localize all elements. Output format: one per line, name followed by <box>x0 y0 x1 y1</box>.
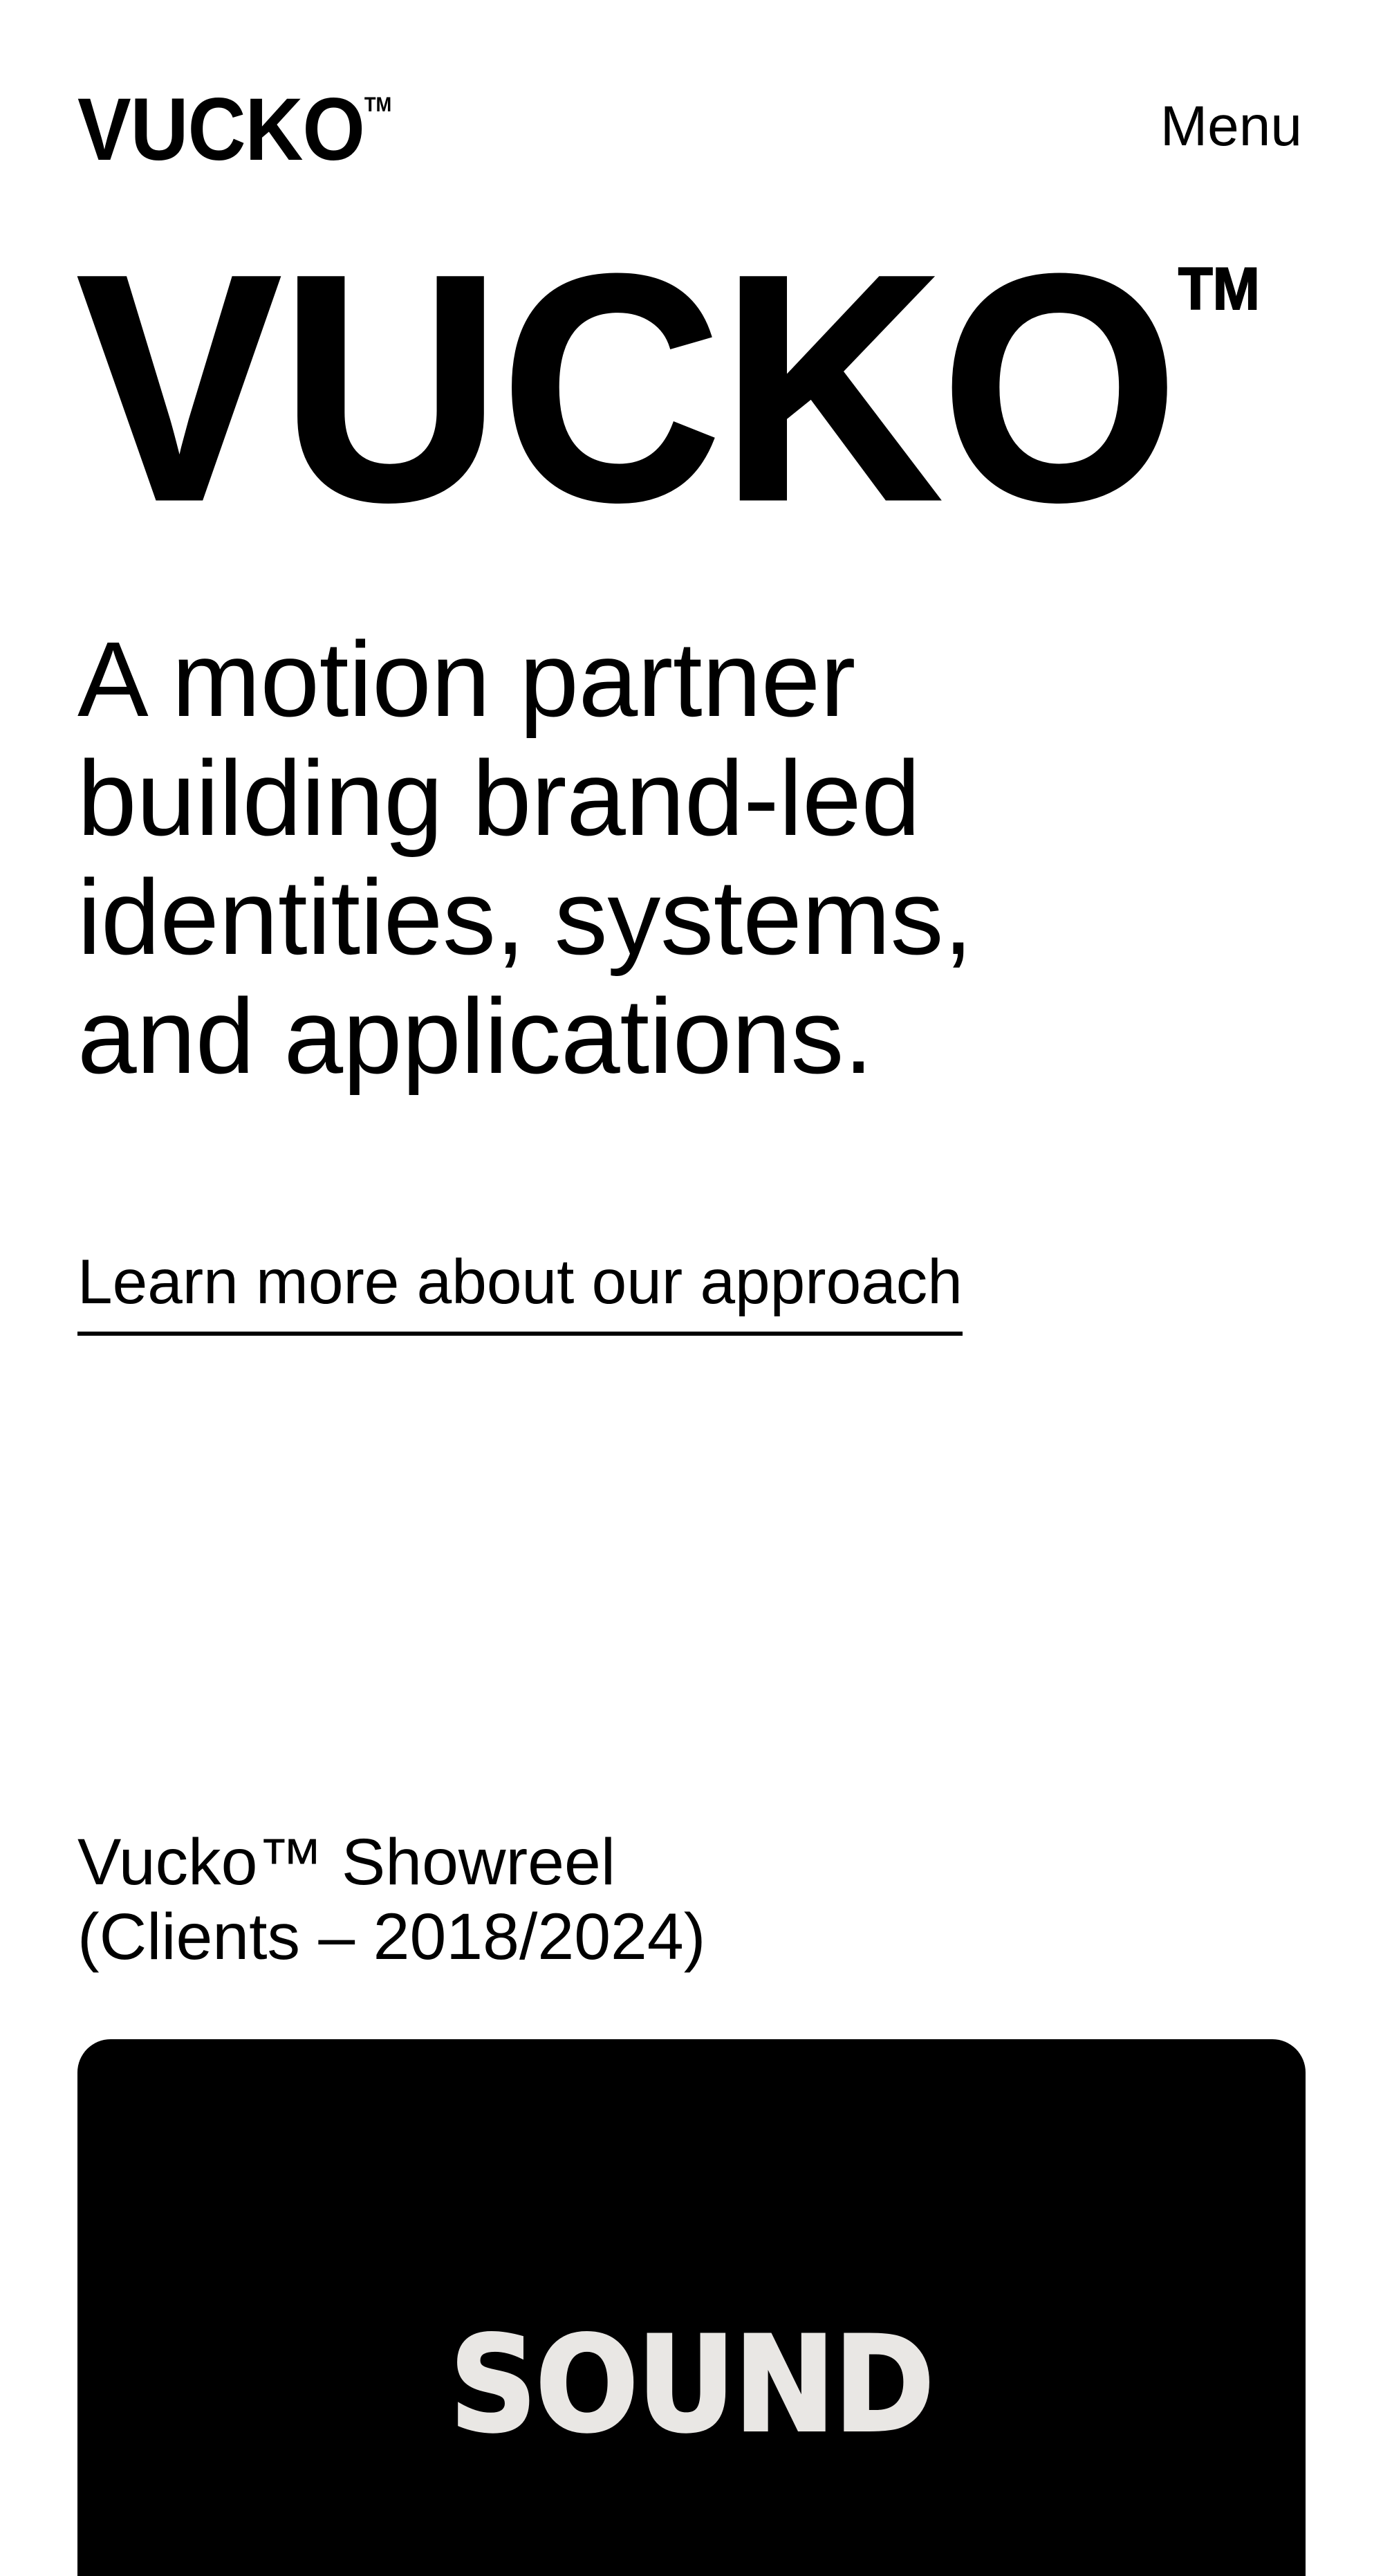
showreel-label <box>77 1825 705 1974</box>
hero-trademark: TM <box>1178 256 1260 322</box>
showreel-video-player[interactable] <box>77 2039 1306 2576</box>
intro-tagline <box>77 620 973 1096</box>
vucko-logo[interactable] <box>77 80 423 179</box>
hero-title <box>77 209 1322 567</box>
menu-button[interactable]: Menu <box>1160 95 1302 158</box>
tagline-line: building brand-led <box>77 739 920 858</box>
showreel-label-line: Vucko™ Showreel <box>77 1825 615 1899</box>
hero-wordmark: VUCKO <box>77 209 1178 567</box>
tagline-line: and applications. <box>77 977 873 1096</box>
logo-wordmark: VUCKO <box>77 80 364 179</box>
logo-trademark: TM <box>364 93 392 116</box>
tagline-line: identities, systems, <box>77 858 973 977</box>
tagline-line: A motion partner <box>77 620 856 739</box>
approach-link[interactable]: Learn more about our approach <box>77 1251 963 1336</box>
showreel-label-line: (Clients – 2018/2024) <box>77 1900 706 1974</box>
video-sound-overlay-text: SOUND <box>449 2308 934 2461</box>
